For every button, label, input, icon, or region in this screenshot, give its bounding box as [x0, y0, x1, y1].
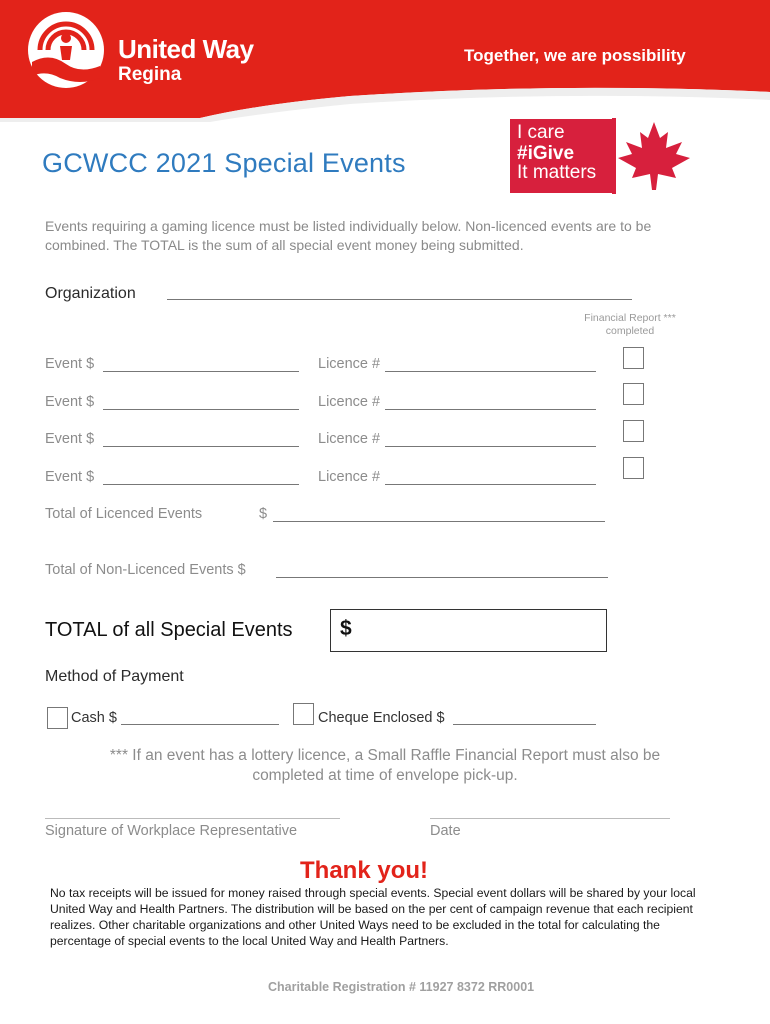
intro-text: Events requiring a gaming licence must be listed individually below. Non-licenced events are to be combined. The TOTAL is the sum of all special event money being submitted. — [45, 218, 652, 253]
licence-number-field[interactable] — [385, 484, 596, 485]
signature-label: Signature of Workplace Representative — [45, 823, 298, 839]
total-nonlicenced-label: Total of Non-Licenced Events $ — [45, 562, 246, 578]
cheque-checkbox[interactable] — [293, 703, 314, 725]
cash-amount-field[interactable] — [121, 724, 279, 725]
tagline: Together, we are possibility — [464, 46, 686, 65]
licence-label: Licence # — [318, 431, 381, 447]
event-label: Event $ — [45, 469, 95, 485]
total-all-label: TOTAL of all Special Events — [45, 619, 293, 641]
event-label: Event $ — [45, 394, 95, 410]
date-field[interactable] — [430, 818, 670, 819]
united-way-hand-logo — [28, 12, 104, 88]
event-amount-field[interactable] — [103, 484, 299, 485]
thank-you-heading: Thank you! — [300, 857, 429, 884]
org-name: United Way — [118, 34, 254, 64]
event-label: Event $ — [45, 431, 95, 447]
total-licenced-dollar: $ — [259, 506, 268, 522]
total-licenced-label: Total of Licenced Events — [45, 506, 203, 522]
licence-number-field[interactable] — [385, 446, 596, 447]
signature-field[interactable] — [45, 818, 340, 819]
event-amount-field[interactable] — [103, 409, 299, 410]
financial-report-checkbox[interactable] — [623, 457, 644, 479]
organization-field[interactable] — [167, 299, 632, 300]
cash-checkbox[interactable] — [47, 707, 68, 729]
financial-report-checkbox[interactable] — [623, 347, 644, 369]
lottery-note: *** If an event has a lottery licence, a Small Raffle Financial Report must also be completed at time of envelope pick-up. — [109, 747, 661, 784]
total-all-field[interactable] — [330, 609, 607, 652]
maple-leaf-icon — [612, 118, 694, 194]
financial-report-checkbox[interactable] — [623, 383, 644, 405]
page-title: GCWCC 2021 Special Events — [42, 148, 406, 178]
method-of-payment-label: Method of Payment — [45, 668, 184, 685]
licence-number-field[interactable] — [385, 409, 596, 410]
organization-label: Organization — [45, 285, 136, 302]
licence-label: Licence # — [318, 394, 381, 410]
cheque-amount-field[interactable] — [453, 724, 596, 725]
disclaimer-text: No tax receipts will be issued for money raised through special events. Special event dollars will be shared by your local United Way and Health Partners. The distribution will be based on the per cent of campaign revenue that each recipient realizes. Other charitable organizations and other United Ways need to be excluded in the total for calculating the percentage of special events to the local United Way and Health Partners. — [50, 886, 696, 948]
badge-line-3: It matters — [517, 162, 597, 183]
org-subname: Regina — [118, 64, 182, 85]
badge-line-1: I care — [517, 122, 565, 143]
total-all-dollar: $ — [340, 617, 352, 640]
financial-report-checkbox[interactable] — [623, 420, 644, 442]
total-nonlicenced-field[interactable] — [276, 577, 608, 578]
date-label: Date — [430, 823, 461, 839]
financial-report-note: Financial Report *** completed — [584, 312, 676, 337]
badge-line-2: #iGive — [517, 143, 575, 164]
licence-number-field[interactable] — [385, 371, 596, 372]
event-amount-field[interactable] — [103, 371, 299, 372]
charitable-registration: Charitable Registration # 11927 8372 RR0001 — [268, 980, 535, 994]
cheque-label: Cheque Enclosed $ — [318, 710, 445, 726]
event-amount-field[interactable] — [103, 446, 299, 447]
licence-label: Licence # — [318, 469, 381, 485]
cash-label: Cash $ — [71, 710, 117, 726]
licence-label: Licence # — [318, 356, 381, 372]
total-licenced-field[interactable] — [273, 521, 605, 522]
event-label: Event $ — [45, 356, 95, 372]
